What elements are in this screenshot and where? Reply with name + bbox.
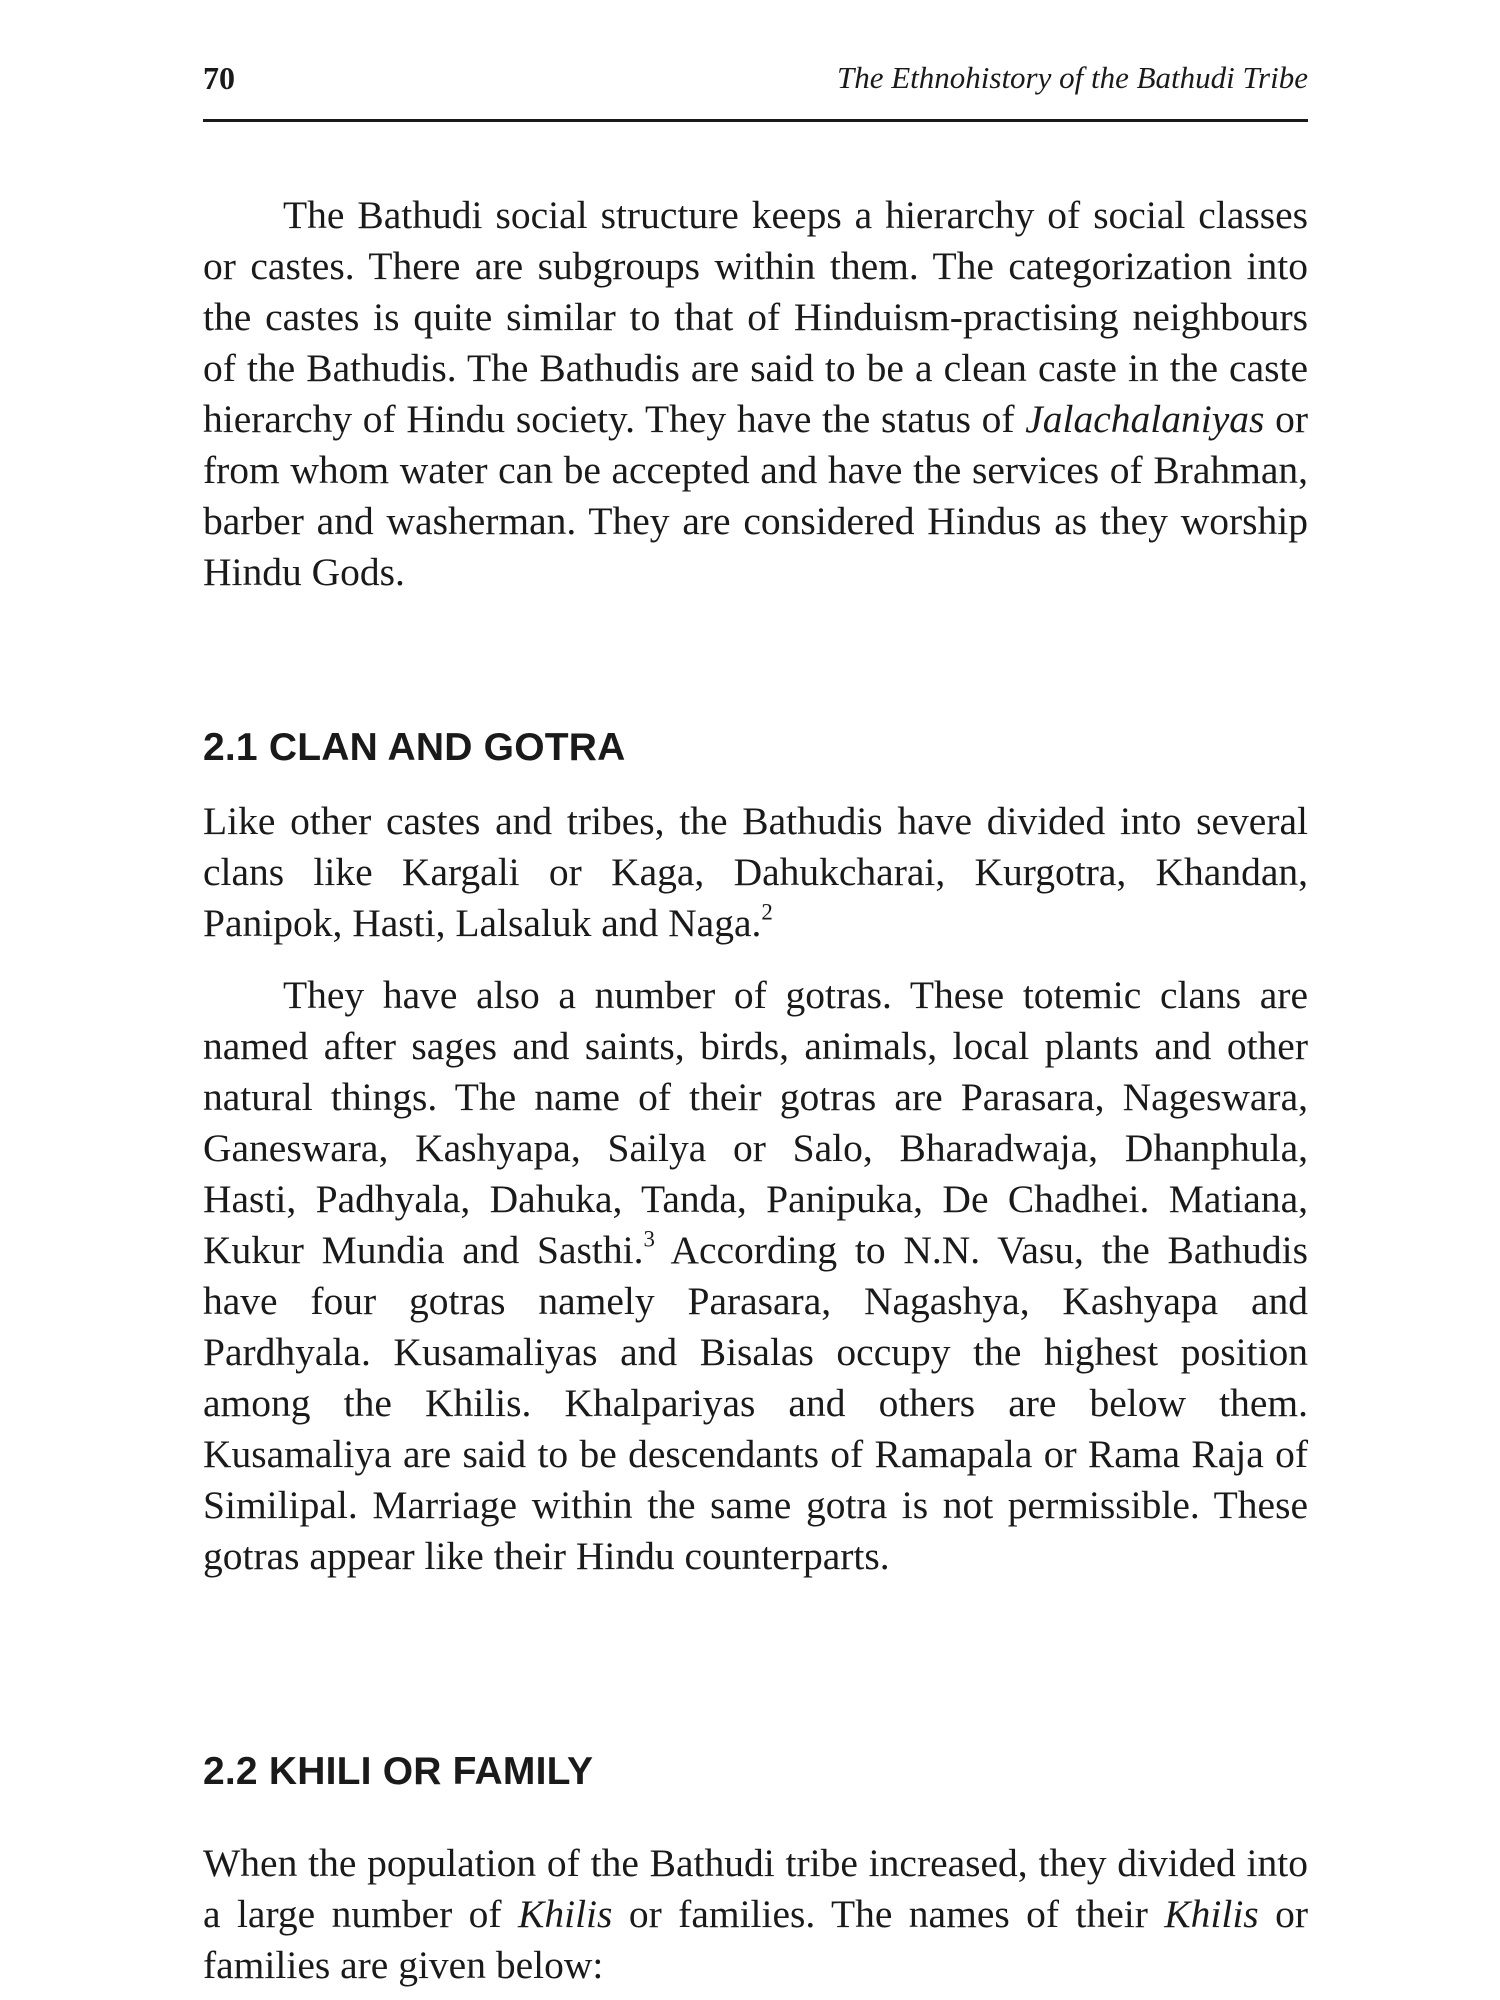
intro-text-a: The Bathudi social structure keeps a hierarchy of social classes or castes. There are subgroups within them. The categorization into the castes is quite similar to that of Hinduism-practising neighbours of the Bathudis. The Bathudis are said to be a clean caste in the caste hierarchy of Hindu society. They have the status of [203,193,1308,441]
gotra-paragraph [203,970,1308,1582]
khili-paragraph [203,1838,1308,1991]
clan-paragraph [203,796,1308,949]
section-heading-khili-or-family: 2.2 KHILI OR FAMILY [203,1750,594,1793]
book-page [203,0,1308,2000]
khili-text-a: When the population of the Bathudi tribe increased, they divided into a large number of [203,1841,1308,1936]
footnote-ref-2: 2 [761,899,773,925]
clan-text: Like other castes and tribes, the Bathudis have divided into several clans like Kargali or Kaga, Dahukcharai, Kurgotra, Khandan, Panipok, Hasti, Lalsaluk and Naga. [203,799,1308,945]
khili-term-a: Khilis [518,1892,613,1936]
running-title: The Ethnohistory of the Bathudi Tribe [836,60,1308,95]
intro-text-b: or from whom water can be accepted and have the services of Brahman, barber and washerman. They are considered Hindus as they worship Hindu Gods. [203,397,1309,594]
page-number: 70 [203,60,235,96]
intro-term-jalachalaniyas: Jalachalaniyas [1025,397,1265,441]
khili-text-b: or families. The names of their [612,1892,1165,1936]
running-head [203,56,1308,108]
gotra-text-a: They have also a number of gotras. These totemic clans are named after sages and saints, birds, animals, local plants and other natural things. The name of their gotras are Parasara, Nageswara, Ganeswara, Kashyapa, Sailya or Salo, Bharadwaja, Dhanphula, Hasti, Padhyala, Dahuka, Tanda, Panipuka, De Chadhei. Matiana, Kukur Mundia and Sasthi. [203,973,1308,1272]
header-rule [203,119,1308,122]
footnote-ref-3: 3 [643,1226,655,1252]
section-heading-clan-and-gotra: 2.1 CLAN AND GOTRA [203,726,626,769]
khili-text-c: or families are given below: [203,1892,1309,1987]
khili-term-b: Khilis [1164,1892,1259,1936]
intro-paragraph [203,190,1308,598]
gotra-text-b: According to N.N. Vasu, the Bathudis have four gotras namely Parasara, Nagashya, Kashyapa and Pardhyala. Kusamaliyas and Bisalas occupy the highest position among the Khilis. Khalpariyas and others are below them. Kusamaliya are said to be descendants of Ramapala or Rama Raja of Similipal. Marriage within the same gotra is not permissible. These gotras appear like their Hindu counterparts. [203,1228,1308,1578]
